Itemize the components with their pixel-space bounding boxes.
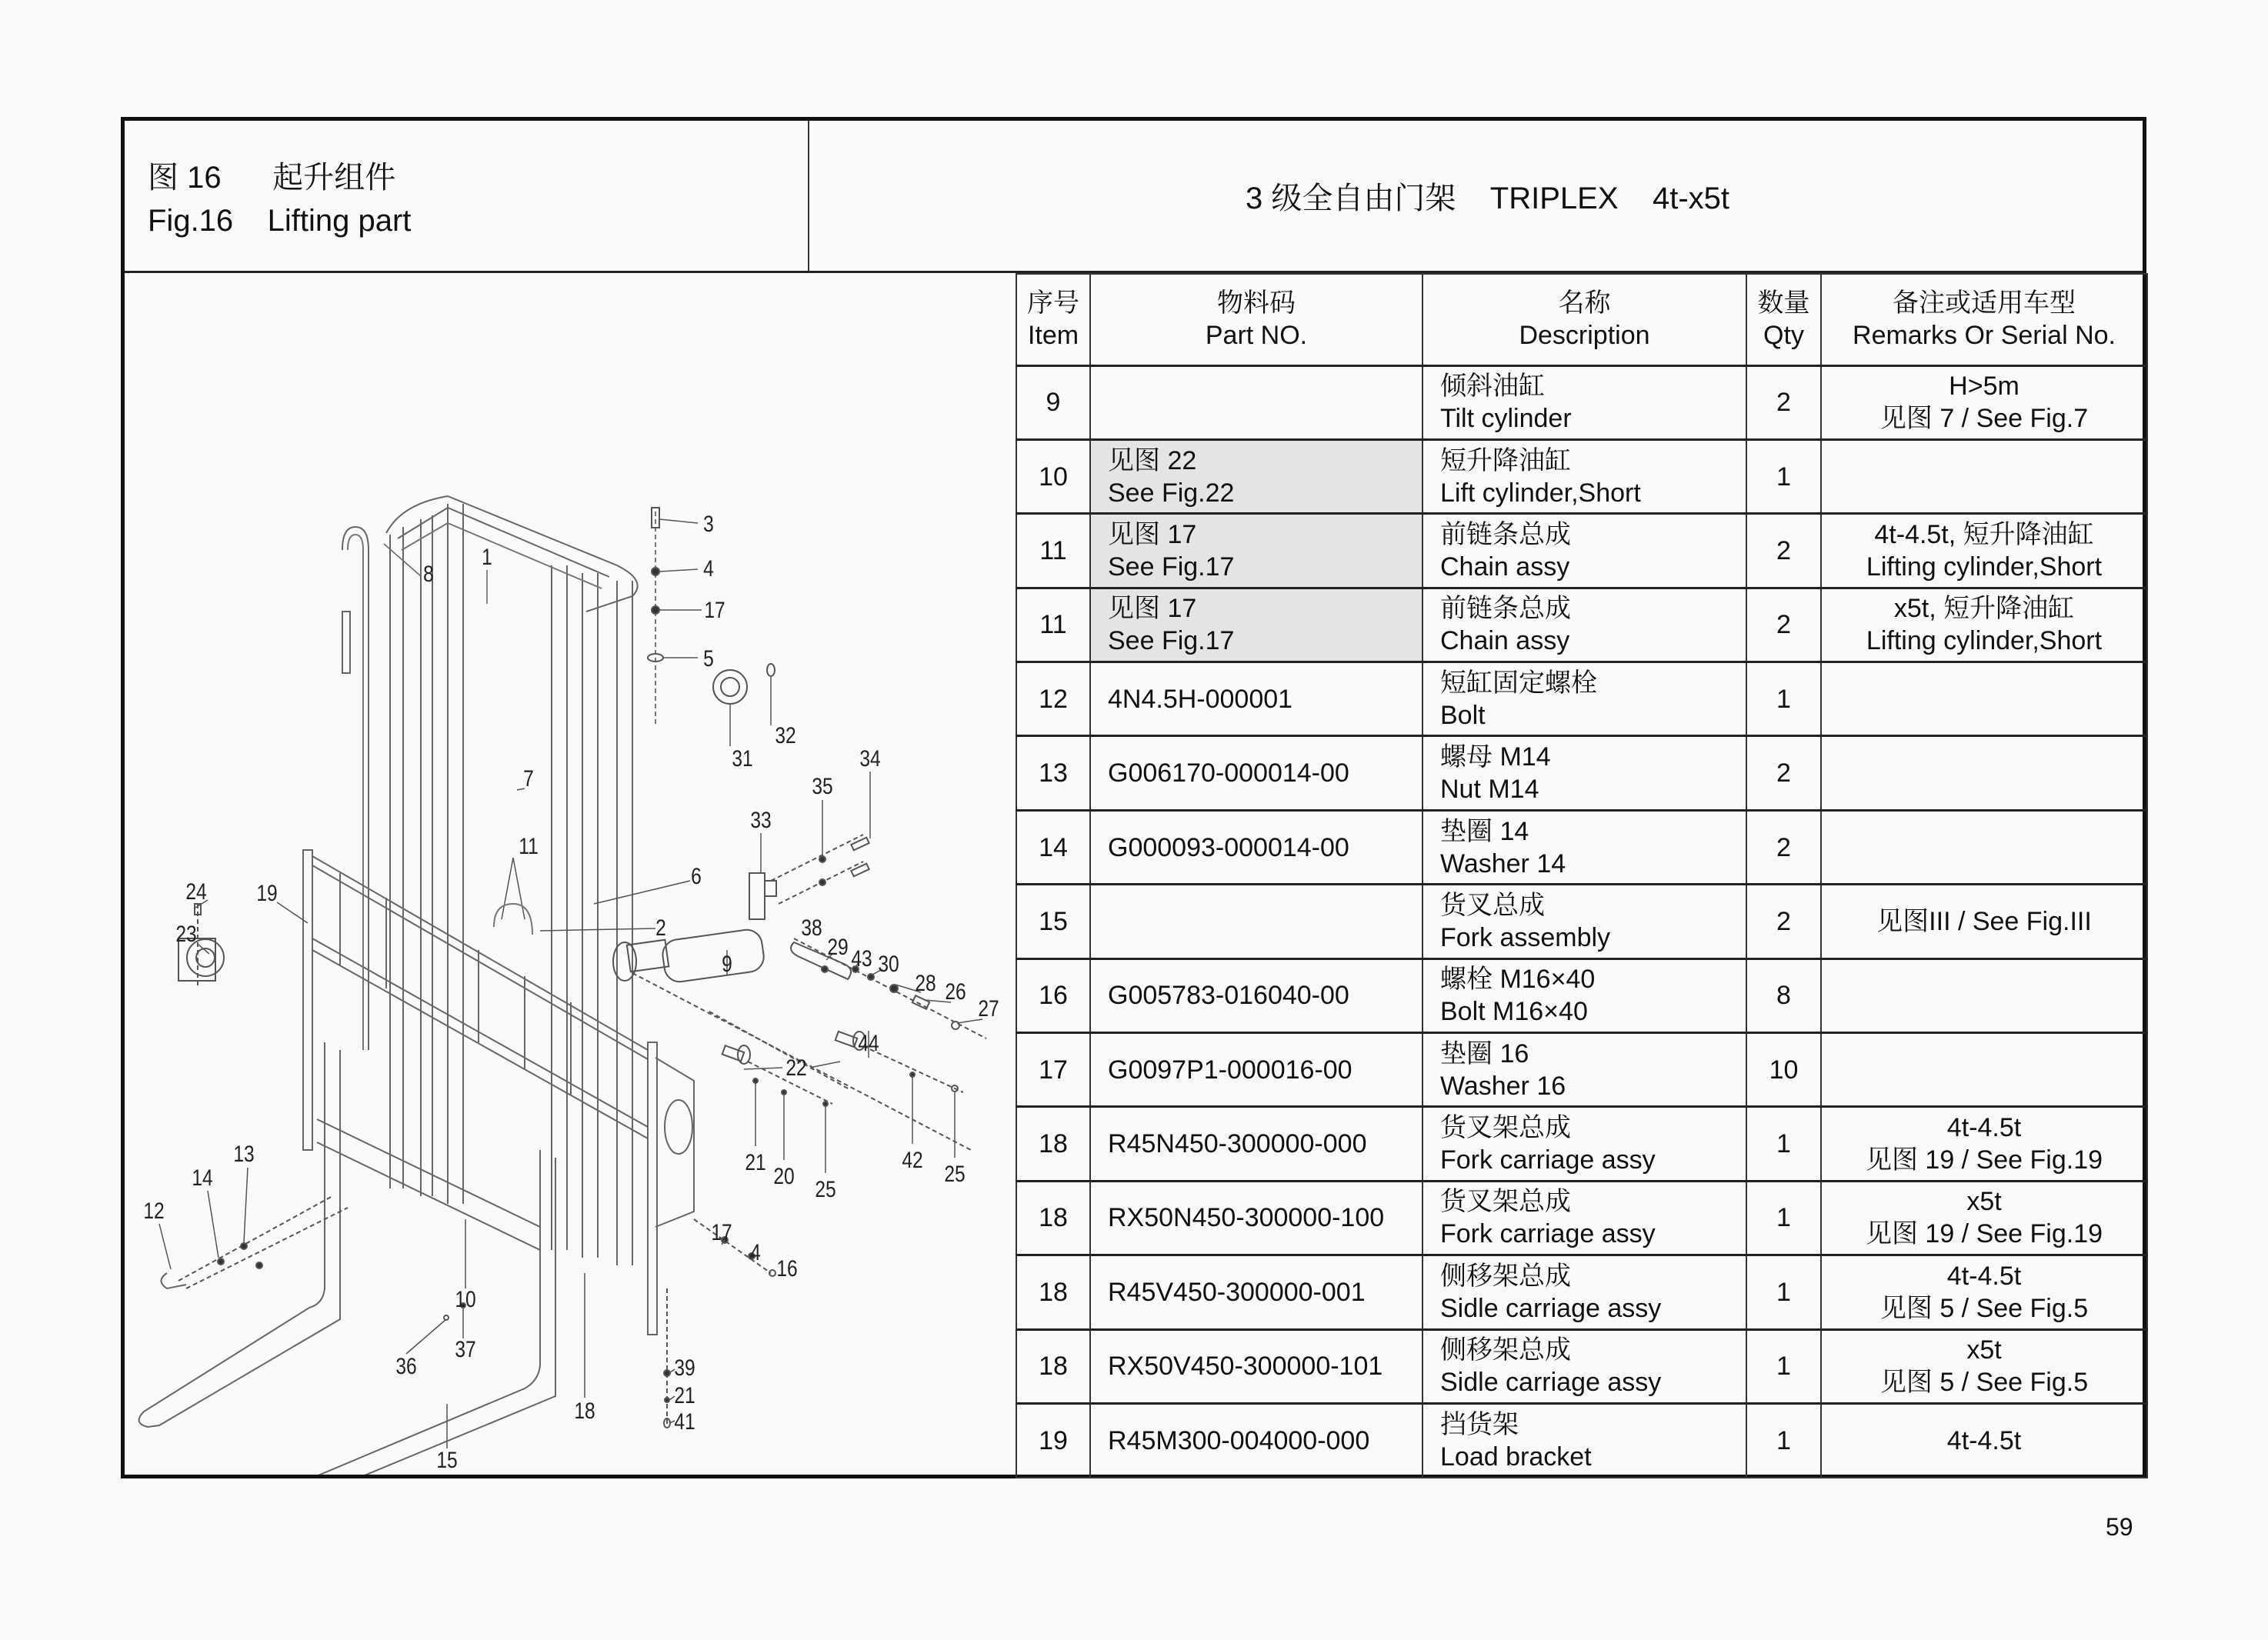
callout-label: 26 [945,979,966,1005]
table-row [1016,439,2147,513]
callout-label: 19 [256,881,278,906]
table-row [1016,365,2147,439]
callout-label: 23 [175,922,197,947]
cell-qty: 2 [1746,810,1821,884]
cell-qty: 8 [1746,958,1821,1032]
cell-remarks [1821,958,2147,1032]
cell-item: 14 [1016,810,1090,884]
cell-part-no [1090,365,1423,439]
callout-label: 25 [815,1177,836,1202]
cell-description: 货叉架总成 Fork carriage assy [1423,1107,1746,1181]
cell-item: 19 [1016,1403,1090,1477]
cell-remarks: 4t-4.5t 见图 5 / See Fig.5 [1821,1255,2147,1329]
mast-type-title: 3 级全自由门架 TRIPLEX 4t-x5t [1245,182,1730,215]
cell-remarks [1821,1033,2147,1107]
cell-item: 18 [1016,1255,1090,1329]
lifting-part-drawing [125,273,1016,1475]
parts-table [1016,273,2148,1478]
callout-label: 5 [703,646,714,672]
cell-qty: 2 [1746,365,1821,439]
callout-label: 13 [233,1142,255,1167]
cell-part-no: G0097P1-000016-00 [1090,1033,1423,1107]
cell-part-no: RX50V450-300000-101 [1090,1329,1423,1403]
cell-description: 垫圈 16 Washer 16 [1423,1033,1746,1107]
cell-remarks: 4t-4.5t [1821,1403,2147,1477]
cell-remarks: x5t 见图 5 / See Fig.5 [1821,1329,2147,1403]
cell-item: 18 [1016,1181,1090,1255]
cell-qty: 2 [1746,736,1821,810]
cell-qty: 1 [1746,1181,1821,1255]
callout-label: 4 [750,1240,761,1265]
mast-type-header [809,121,2143,273]
cell-part-no: 见图 17 See Fig.17 [1090,588,1423,662]
table-row [1016,1107,2147,1181]
callout-label: 41 [674,1409,695,1435]
callout-label: 20 [773,1164,795,1189]
callout-label: 14 [192,1165,213,1191]
callout-label: 17 [704,598,725,623]
cell-description: 侧移架总成 Sidle carriage assy [1423,1255,1746,1329]
cell-description: 前链条总成 Chain assy [1423,514,1746,588]
cell-part-no: G005783-016040-00 [1090,958,1423,1032]
cell-description: 螺栓 M16×40 Bolt M16×40 [1423,958,1746,1032]
cell-description: 倾斜油缸 Tilt cylinder [1423,365,1746,439]
figure-title-cn: 图 16 起升组件 [148,161,396,195]
callout-label: 16 [776,1256,798,1282]
callout-label: 22 [785,1055,807,1081]
callout-label: 6 [691,864,702,889]
callout-label: 4 [703,556,714,582]
cell-item: 10 [1016,439,1090,513]
cell-qty: 1 [1746,439,1821,513]
cell-part-no: R45V450-300000-001 [1090,1255,1423,1329]
table-row [1016,662,2147,736]
callout-label: 34 [859,746,881,772]
cell-part-no: RX50N450-300000-100 [1090,1181,1423,1255]
cell-qty: 1 [1746,1403,1821,1477]
callout-label: 28 [915,971,936,996]
cell-qty: 1 [1746,1329,1821,1403]
cell-description: 挡货架 Load bracket [1423,1403,1746,1477]
callout-label: 39 [674,1355,695,1381]
cell-item: 13 [1016,736,1090,810]
callout-label: 3 [703,512,714,537]
col-header-remarks: 备注或适用车型 Remarks Or Serial No. [1821,274,2147,365]
cell-part-no: G006170-000014-00 [1090,736,1423,810]
callout-label: 9 [722,952,732,977]
load-backrest [303,850,657,1335]
callout-label: 38 [801,915,822,941]
cell-description: 前链条总成 Chain assy [1423,588,1746,662]
callout-label: 21 [674,1383,695,1408]
col-header-qty: 数量 Qty [1746,274,1821,365]
cell-remarks: H>5m 见图 7 / See Fig.7 [1821,365,2147,439]
callout-label: 27 [978,996,999,1022]
cell-item: 15 [1016,885,1090,958]
cell-item: 9 [1016,365,1090,439]
callout-label: 10 [455,1287,476,1312]
forks [139,1042,555,1475]
callout-label: 11 [519,834,539,859]
table-row [1016,514,2147,588]
callout-label: 35 [812,774,833,799]
callout-label: 30 [878,952,899,977]
page-number: 59 [2106,1513,2133,1541]
callout-label: 43 [851,946,872,972]
callout-label: 32 [775,723,796,748]
cell-description: 短缸固定螺栓 Bolt [1423,662,1746,736]
callout-label: 44 [858,1031,879,1056]
cell-qty: 2 [1746,514,1821,588]
callout-label: 17 [711,1220,732,1245]
callout-label: 25 [944,1162,966,1187]
table-row [1016,1033,2147,1107]
cell-item: 17 [1016,1033,1090,1107]
cell-remarks [1821,662,2147,736]
col-header-description: 名称 Description [1423,274,1746,365]
cell-item: 12 [1016,662,1090,736]
cell-description: 侧移架总成 Sidle carriage assy [1423,1329,1746,1403]
table-row [1016,588,2147,662]
callout-label: 15 [436,1448,458,1473]
col-header-part-no: 物料码 Part NO. [1090,274,1423,365]
callout-label: 7 [523,766,534,792]
callout-label: 37 [455,1337,476,1362]
cell-remarks: x5t 见图 19 / See Fig.19 [1821,1181,2147,1255]
callout-label: 33 [750,808,772,833]
page-frame [121,117,2146,1478]
cell-part-no: G000093-000014-00 [1090,810,1423,884]
cell-item: 16 [1016,958,1090,1032]
cell-part-no [1090,885,1423,958]
callout-label: 42 [902,1148,923,1173]
cell-description: 螺母 M14 Nut M14 [1423,736,1746,810]
cell-remarks: 见图III / See Fig.III [1821,885,2147,958]
table-row [1016,810,2147,884]
callout-label: 2 [655,915,666,941]
cell-part-no: 4N4.5H-000001 [1090,662,1423,736]
callout-label: 36 [395,1354,417,1379]
table-row [1016,1181,2147,1255]
cell-remarks: x5t, 短升降油缸 Lifting cylinder,Short [1821,588,2147,662]
callout-label: 29 [827,935,849,960]
cell-part-no: 见图 17 See Fig.17 [1090,514,1423,588]
callout-label: 12 [143,1198,165,1224]
callout-label: 24 [185,879,207,905]
cell-remarks [1821,810,2147,884]
cell-description: 短升降油缸 Lift cylinder,Short [1423,439,1746,513]
callout-label: 1 [482,545,492,570]
exploded-diagram [125,273,1016,1475]
table-row [1016,958,2147,1032]
figure-caption [125,121,809,273]
table-row [1016,1329,2147,1403]
cell-qty: 10 [1746,1033,1821,1107]
callout-label: 18 [574,1398,595,1424]
cell-description: 货叉架总成 Fork carriage assy [1423,1181,1746,1255]
mast-uprights [390,504,632,1265]
col-header-item: 序号 Item [1016,274,1090,365]
cell-item: 11 [1016,588,1090,662]
table-row [1016,885,2147,958]
cell-qty: 1 [1746,1255,1821,1329]
cell-qty: 1 [1746,1107,1821,1181]
cell-description: 货叉总成 Fork assembly [1423,885,1746,958]
cell-qty: 2 [1746,588,1821,662]
cell-remarks: 4t-4.5t, 短升降油缸 Lifting cylinder,Short [1821,514,2147,588]
cell-item: 18 [1016,1107,1090,1181]
cell-qty: 1 [1746,662,1821,736]
table-row [1016,1255,2147,1329]
cell-part-no: 见图 22 See Fig.22 [1090,439,1423,513]
callout-label: 31 [732,746,753,772]
cell-qty: 2 [1746,885,1821,958]
cell-item: 18 [1016,1329,1090,1403]
cell-remarks [1821,439,2147,513]
callout-label: 21 [745,1150,766,1175]
cell-part-no: R45N450-300000-000 [1090,1107,1423,1181]
table-row [1016,1403,2147,1477]
cell-item: 11 [1016,514,1090,588]
figure-title-en: Fig.16 Lifting part [148,204,412,238]
table-header-row [1016,274,2147,365]
table-row [1016,736,2147,810]
cell-remarks [1821,736,2147,810]
cell-remarks: 4t-4.5t 见图 19 / See Fig.19 [1821,1107,2147,1181]
callout-label: 8 [423,562,434,587]
cell-description: 垫圈 14 Washer 14 [1423,810,1746,884]
cell-part-no: R45M300-004000-000 [1090,1403,1423,1477]
